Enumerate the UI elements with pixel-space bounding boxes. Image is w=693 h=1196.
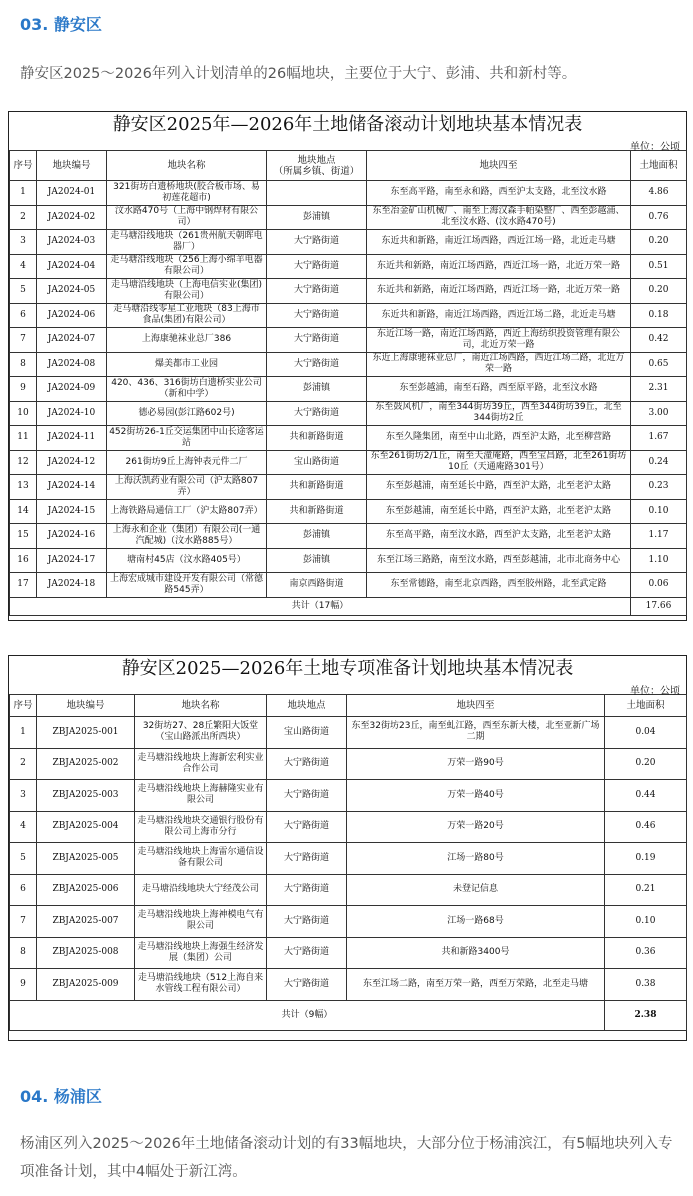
table-cell: 东至冶金矿山机械厂、南至上海汉森手帕染整厂、西至彭越浦、北至汶水路、(汶水路470号) (367, 205, 631, 230)
table-cell: 17 (10, 573, 37, 598)
table-cell: 江场一路80号 (347, 843, 605, 875)
table-row (10, 573, 687, 598)
table-cell: 1.10 (631, 548, 687, 573)
table-row (10, 475, 687, 500)
table-cell: 大宁路街道 (267, 937, 347, 969)
table-cell: 15 (10, 524, 37, 549)
table-row (10, 748, 687, 780)
table-row (10, 548, 687, 573)
table-cell: 13 (10, 475, 37, 500)
table-cell: 3.00 (631, 401, 687, 426)
table-cell: JA2024-01 (37, 181, 107, 206)
table-cell: 江场一路68号 (347, 906, 605, 938)
special-preparation-table-image (8, 655, 687, 1041)
table-header-cell: 序号 (10, 151, 37, 181)
table-cell: 大宁路街道 (267, 906, 347, 938)
section-4-paragraph: 杨浦区列入2025～2026年土地储备滚动计划的有33幅地块，大部分位于杨浦滨江，有5幅地块列入专项准备计划，其中4幅处于新江湾。 (20, 1136, 673, 1180)
table-cell: 0.10 (631, 499, 687, 524)
table-cell: 上海铁路局通信工厂（沪太路807弄） (107, 499, 267, 524)
table-row (10, 450, 687, 475)
table-row (10, 303, 687, 328)
table-cell: 走马塘沿线地块（261贵州航天朝晖电器厂） (107, 230, 267, 255)
table-cell: 大宁路街道 (267, 352, 367, 377)
table-cell: 共和新路3400号 (347, 937, 605, 969)
table-row (10, 906, 687, 938)
table-cell: 东至高平路，南至永和路，西至沪太支路，北至汶水路 (367, 181, 631, 206)
table-cell: JA2024-04 (37, 254, 107, 279)
table-cell: 汶水路470号（上海中钢焊材有限公司） (107, 205, 267, 230)
total-label: 共计（9幅） (10, 1000, 605, 1030)
table-cell: 彭浦镇 (267, 524, 367, 549)
table-cell: 大宁路街道 (267, 303, 367, 328)
table-header-cell: 地块名称 (107, 151, 267, 181)
table-cell: 0.38 (605, 969, 687, 1001)
table-cell: 万荣一路20号 (347, 811, 605, 843)
table-row (10, 352, 687, 377)
table-cell: 0.36 (605, 937, 687, 969)
table-cell: 0.76 (631, 205, 687, 230)
table-header-cell: 地块地点 (267, 695, 347, 717)
table-cell: 走马塘沿线地块（512上海自来水管线工程有限公司） (135, 969, 267, 1001)
table-cell: 6 (10, 874, 37, 906)
table-cell: 32街坊27、28丘繁阳大饭堂（宝山路派出所西块） (135, 717, 267, 749)
table-row (10, 328, 687, 353)
table-cell: 321街坊白遗桥地块(胶合板市场、易初莲花超市) (107, 181, 267, 206)
table-cell: 共和新路街道 (267, 426, 367, 451)
table-cell: 走马塘沿线地块上海赫隆实业有限公司 (135, 780, 267, 812)
table-cell: 9 (10, 377, 37, 402)
section-4-title: 04. 杨浦区 (20, 1087, 102, 1106)
table-cell: JA2024-11 (37, 426, 107, 451)
table-header-cell: 土地面积 (605, 695, 687, 717)
table-cell: 0.04 (605, 717, 687, 749)
table-cell: 0.21 (605, 874, 687, 906)
table-2-title: 静安区2025—2026年土地专项准备计划地块基本情况表 (121, 658, 574, 679)
table-row (10, 969, 687, 1001)
table-total-row (10, 597, 687, 615)
table-cell: 4 (10, 811, 37, 843)
table-cell: 5 (10, 843, 37, 875)
table-header-cell: 地块编号 (37, 695, 135, 717)
table-cell: 彭浦镇 (267, 205, 367, 230)
table-cell: 上海沃凯药业有限公司（沪太路807弄） (107, 475, 267, 500)
table-cell: 5 (10, 279, 37, 304)
table-row (10, 524, 687, 549)
table-cell: JA2024-07 (37, 328, 107, 353)
table-cell (267, 181, 367, 206)
table-cell: JA2024-16 (37, 524, 107, 549)
table-cell: 走马塘沿线地块交通银行股份有限公司上海市分行 (135, 811, 267, 843)
table-cell: 走马塘沿线地块大宁经茂公司 (135, 874, 267, 906)
table-cell: 8 (10, 352, 37, 377)
table-cell: ZBJA2025-006 (37, 874, 135, 906)
table-cell: 东至32街坊23丘，南至虬江路，西至东新大楼，北至亚新广场二期 (347, 717, 605, 749)
table-cell: JA2024-14 (37, 475, 107, 500)
table-cell: 0.19 (605, 843, 687, 875)
table-cell: 东近共和新路，南近江场西路，西近江场一路，北近走马塘 (367, 230, 631, 255)
table-header-cell: 地块四至 (347, 695, 605, 717)
table-cell: 1 (10, 181, 37, 206)
table-cell: 共和新路街道 (267, 475, 367, 500)
table-cell: 宝山路街道 (267, 717, 347, 749)
table-cell: 大宁路街道 (267, 969, 347, 1001)
table-cell: 未登记信息 (347, 874, 605, 906)
table-cell: 走马塘沿线地块上海新宏利实业合作公司 (135, 748, 267, 780)
table-cell: 0.20 (605, 748, 687, 780)
table-header-cell: 地块四至 (367, 151, 631, 181)
table-row (10, 780, 687, 812)
table-cell: 11 (10, 426, 37, 451)
table-cell: 走马塘沿线零星工业地块（83上海市食品(集团)有限公司） (107, 303, 267, 328)
land-reserve-table-image (8, 111, 687, 621)
table-row (10, 717, 687, 749)
table-1-title: 静安区2025年—2026年土地储备滚动计划地块基本情况表 (112, 114, 583, 135)
total-label: 共计（17幅） (10, 597, 631, 615)
table-cell: 共和新路街道 (267, 499, 367, 524)
table-cell: 大宁路街道 (267, 254, 367, 279)
table-cell: 3 (10, 230, 37, 255)
table-cell: 4.86 (631, 181, 687, 206)
table-cell: 0.18 (631, 303, 687, 328)
table-row (10, 377, 687, 402)
table-cell: 德必易园(彭江路602号) (107, 401, 267, 426)
table-cell: JA2024-10 (37, 401, 107, 426)
table-header-cell: 序号 (10, 695, 37, 717)
table-cell: JA2024-15 (37, 499, 107, 524)
table-cell: 14 (10, 499, 37, 524)
table-cell: 走马塘沿线地块上海强生经济发展（集团）公司 (135, 937, 267, 969)
section-3-title: 03. 静安区 (20, 15, 102, 34)
table-cell: ZBJA2025-009 (37, 969, 135, 1001)
table-cell: 大宁路街道 (267, 780, 347, 812)
table-row (10, 426, 687, 451)
total-value: 2.38 (605, 1000, 687, 1030)
table-cell: 2 (10, 205, 37, 230)
table-cell: 万荣一路40号 (347, 780, 605, 812)
table-1 (9, 150, 687, 616)
table-cell: 东至261街坊2/1丘，南至天潼庵路，西至宝昌路，北至261街坊10丘（天通庵路301号） (367, 450, 631, 475)
table-row (10, 181, 687, 206)
table-cell: 东近共和新路，南近江场西路，西近江场一路，北近万荣一路 (367, 279, 631, 304)
table-cell: 大宁路街道 (267, 874, 347, 906)
table-cell: 东至久隆集团，南至中山北路，西至沪太路，北至柳营路 (367, 426, 631, 451)
table-cell: 1.67 (631, 426, 687, 451)
table-cell: JA2024-06 (37, 303, 107, 328)
table-cell: 1 (10, 717, 37, 749)
table-cell: 塘南村45店（汶水路405号） (107, 548, 267, 573)
table-cell: 大宁路街道 (267, 328, 367, 353)
table-row (10, 843, 687, 875)
table-header-cell: 地块名称 (135, 695, 267, 717)
table-total-row (10, 1000, 687, 1030)
table-cell: JA2024-12 (37, 450, 107, 475)
table-cell: 0.51 (631, 254, 687, 279)
table-header-cell: 土地面积 (631, 151, 687, 181)
table-cell: 宝山路街道 (267, 450, 367, 475)
table-cell: 7 (10, 328, 37, 353)
table-cell: 0.42 (631, 328, 687, 353)
table-cell: 0.20 (631, 279, 687, 304)
table-cell: JA2024-18 (37, 573, 107, 598)
table-row (10, 811, 687, 843)
table-cell: 东至高平路，南至汶水路，西至沪太支路，北至老沪太路 (367, 524, 631, 549)
table-cell: 1.17 (631, 524, 687, 549)
table-2 (9, 694, 687, 1031)
table-header-cell: 地块编号 (37, 151, 107, 181)
table-cell: JA2024-17 (37, 548, 107, 573)
table-cell: 上海宏成城市建设开发有限公司（常德路545弄） (107, 573, 267, 598)
table-cell: 8 (10, 937, 37, 969)
table-cell: 6 (10, 303, 37, 328)
table-cell: 东至江场二路，南至万荣一路，西至万荣路，北至走马塘 (347, 969, 605, 1001)
table-cell: 走马塘沿线地块（256上海小绵羊电器有限公司） (107, 254, 267, 279)
table-header-cell: 地块地点 （所属乡镇、街道） (267, 151, 367, 181)
table-cell: 12 (10, 450, 37, 475)
table-cell: 0.20 (631, 230, 687, 255)
table-cell: ZBJA2025-005 (37, 843, 135, 875)
table-cell: 东至鼓风机厂，南至344街坊39丘，西至344街坊39丘，北至344街坊2丘 (367, 401, 631, 426)
table-cell: ZBJA2025-003 (37, 780, 135, 812)
table-cell: 452街坊26-1丘交运集团中山长途客运站 (107, 426, 267, 451)
table-cell: 0.06 (631, 573, 687, 598)
total-value: 17.66 (631, 597, 687, 615)
table-cell: 东至常德路，南至北京西路，西至胶州路，北至武定路 (367, 573, 631, 598)
table-cell: 走马塘沿线地块上海雷尔通信设备有限公司 (135, 843, 267, 875)
table-cell: JA2024-05 (37, 279, 107, 304)
table-cell: 大宁路街道 (267, 811, 347, 843)
table-cell: 420、436、316街坊白遗桥实业公司（新和中学） (107, 377, 267, 402)
table-cell: JA2024-02 (37, 205, 107, 230)
table-cell: 大宁路街道 (267, 843, 347, 875)
table-row (10, 254, 687, 279)
table-2-unit: 单位：公顷 (630, 686, 680, 697)
table-row (10, 499, 687, 524)
table-cell: 爆美都市工业园 (107, 352, 267, 377)
table-cell: 261街坊9丘上海钟表元件二厂 (107, 450, 267, 475)
table-1-unit: 单位：公顷 (630, 142, 680, 153)
table-cell: 7 (10, 906, 37, 938)
table-cell: JA2024-03 (37, 230, 107, 255)
table-cell: 东近共和新路，南近江场西路，西近江场一路，北近万荣一路 (367, 254, 631, 279)
table-cell: 4 (10, 254, 37, 279)
table-cell: 大宁路街道 (267, 748, 347, 780)
table-cell: 东至彭越浦，南至延长中路，西至沪太路，北至老沪太路 (367, 475, 631, 500)
table-cell: 2 (10, 748, 37, 780)
table-cell: 东近上海康驰袜业总厂，南近江场西路，西近江场二路，北近万荣一路 (367, 352, 631, 377)
table-cell: 大宁路街道 (267, 401, 367, 426)
table-cell: 0.10 (605, 906, 687, 938)
table-cell: ZBJA2025-002 (37, 748, 135, 780)
table-header-row (10, 695, 687, 717)
table-row (10, 937, 687, 969)
table-cell: ZBJA2025-004 (37, 811, 135, 843)
table-cell: JA2024-08 (37, 352, 107, 377)
table-cell: 东至江场三路路，南至汶水路，西至彭越浦，北市北商务中心 (367, 548, 631, 573)
table-row (10, 874, 687, 906)
table-cell: 上海永和企业（集团）有限公司(一通汽配城)（汶水路885号） (107, 524, 267, 549)
table-cell: 0.23 (631, 475, 687, 500)
table-cell: 0.65 (631, 352, 687, 377)
table-cell: 9 (10, 969, 37, 1001)
table-cell: 3 (10, 780, 37, 812)
table-row (10, 205, 687, 230)
table-cell: 0.24 (631, 450, 687, 475)
table-cell: 东至彭越浦，南至石路，西至原平路，北至汶水路 (367, 377, 631, 402)
table-cell: 南京西路街道 (267, 573, 367, 598)
table-cell: 东近共和新路，南近江场西路，西近江场二路，北近走马塘 (367, 303, 631, 328)
table-cell: 走马塘沿线地块上海神模电气有限公司 (135, 906, 267, 938)
table-cell: 彭浦镇 (267, 377, 367, 402)
table-cell: 东至彭越浦，南至延长中路，西至沪太路，北至老沪太路 (367, 499, 631, 524)
table-cell: 0.44 (605, 780, 687, 812)
table-cell: ZBJA2025-001 (37, 717, 135, 749)
table-cell: 上海康驰袜业总厂386 (107, 328, 267, 353)
table-row (10, 230, 687, 255)
table-cell: ZBJA2025-008 (37, 937, 135, 969)
table-row (10, 401, 687, 426)
table-cell: JA2024-09 (37, 377, 107, 402)
section-3-paragraph: 静安区2025～2026年列入计划清单的26幅地块，主要位于大宁、彭浦、共和新村等。 (20, 66, 577, 82)
table-cell: 16 (10, 548, 37, 573)
table-cell: 彭浦镇 (267, 548, 367, 573)
table-header-row (10, 151, 687, 181)
table-cell: 大宁路街道 (267, 230, 367, 255)
table-cell: ZBJA2025-007 (37, 906, 135, 938)
table-cell: 0.46 (605, 811, 687, 843)
table-cell: 走马塘沿线地块（上海电信实业(集团)有限公司） (107, 279, 267, 304)
table-cell: 10 (10, 401, 37, 426)
table-row (10, 279, 687, 304)
table-cell: 万荣一路90号 (347, 748, 605, 780)
table-cell: 大宁路街道 (267, 279, 367, 304)
table-cell: 2.31 (631, 377, 687, 402)
table-cell: 东近江场一路，南近江场西路，西近上海纺织投资管理有限公司，北近万荣一路 (367, 328, 631, 353)
